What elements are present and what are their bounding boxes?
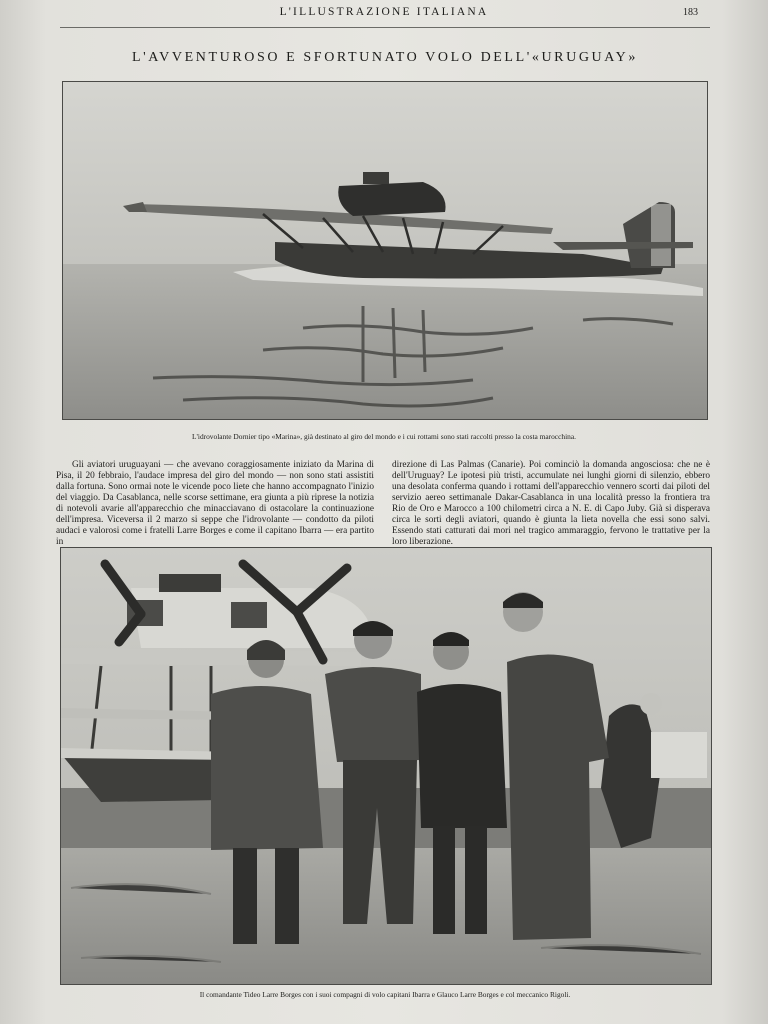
aviators-photo-caption: Il comandante Tideo Larre Borges con i suoi compagni di volo capitani Ibarra e Glauco Larre Borges e col meccanico Rigoli. [199,990,571,999]
page-number: 183 [683,7,698,18]
article-headline: L'AVVENTUROSO E SFORTUNATO VOLO DELL'«URUGUAY» [132,50,638,65]
article-column-left [56,460,374,548]
aviators-group-photo [60,547,712,985]
seaplane-photo-caption: L'idrovolante Dornier tipo «Marina», già destinato al giro del mondo e i cui rottami sono stati raccolti presso la costa marocchina. [192,432,576,441]
article-paragraph: direzione di Las Palmas (Canarie). Poi cominciò la domanda angosciosa: che ne è dell'Uruguay? Le ipotesi più tristi, accumulate nei lunghi giorni di silenzio, ebbero una desolata conferma quando i rottami dell'apparecchio vennero scorti dai piloti del servizio aereo settimanale Dakar-Casablanca in una località presso la frontiera tra Rio de Oro e Marocco a 100 chilometri circa a N. E. di Capo Juby. Già si disperava circa le sorti degli aviatori, quando è giunta la lieta novella che essi sono salvi. Essendo stati catturati dai mori nel tragico ammaraggio, fervono le trattative per la loro liberazione. [392,460,710,547]
header-rule [60,27,710,28]
running-head-title: L'ILLUSTRAZIONE ITALIANA [279,6,489,18]
article-paragraph: Gli aviatori uruguayani — che avevano coraggiosamente iniziato da Marina di Pisa, il 20 febbraio, l'audace impresa del giro del mondo — non sono stati assistiti dalla fortuna. Sono ormai note le vicende poco liete che hanno accompagnato l'inizio del viaggio. Da Casablanca, nelle scorse settimane, era giunta a più riprese la notizia di notevoli avarie all'apparecchio che minacciavano di ostacolare la continuazione dell'impresa. Viceversa il 2 marzo si seppe che l'idrovolante — condotto da piloti audaci e valorosi come i fratelli Larre Borges e come il capitano Ibarra — era partito in [56,460,374,547]
seaplane-photo [62,81,708,420]
article-column-right [392,460,710,548]
